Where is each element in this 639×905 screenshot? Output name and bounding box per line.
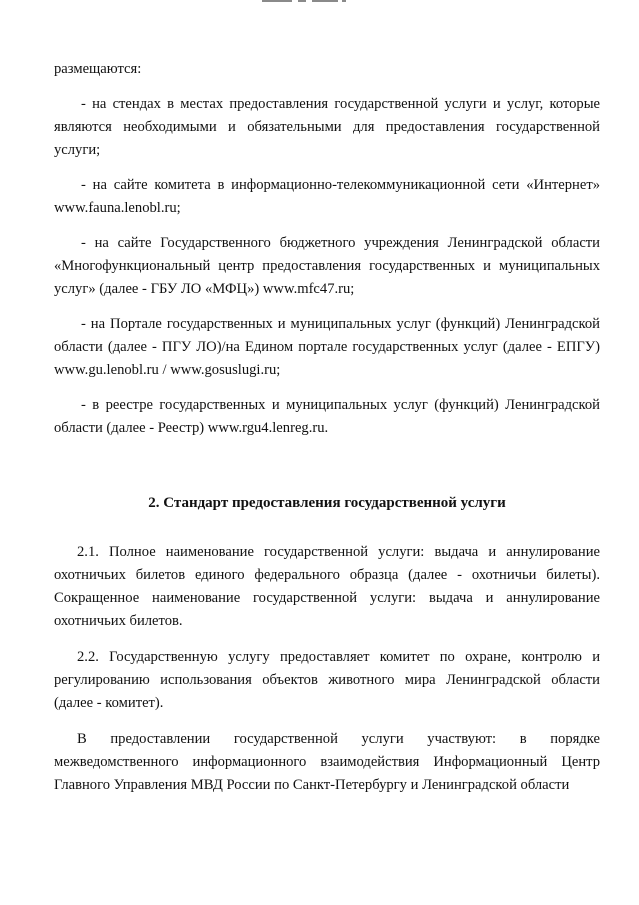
bullet-committee-site: - на сайте комитета в информационно-телекоммуникационной сети «Интернет» www.fauna.lenobl.ru; bbox=[54, 177, 600, 216]
paragraph-participants: В предоставлении государственной услуги участвуют: в порядке межведомственного информационного взаимодействия Информационный Центр Главного Управления МВД России по Санкт-Петербургу и Ленинградской области bbox=[54, 731, 600, 793]
paragraph-2-2: 2.2. Государственную услугу предоставляет комитет по охране, контролю и регулированию использования объектов животного мира Ленинградской области (далее - комитет). bbox=[54, 649, 600, 711]
document-page bbox=[54, 58, 600, 797]
page-top-mark bbox=[262, 0, 348, 3]
bullet-stands: - на стендах в местах предоставления государственной услуги и услуг, которые являются необходимыми и обязательными для предоставления государственной услуги; bbox=[54, 96, 600, 158]
bullet-registry: - в реестре государственных и муниципальных услуг (функций) Ленинградской области (далее - Реестр) www.rgu4.lenreg.ru. bbox=[54, 397, 600, 436]
paragraph-2-1: 2.1. Полное наименование государственной услуги: выдача и аннулирование охотничьих билетов единого федерального образца (далее - охотничьи билеты). Сокращенное наименование государственной услуги: выдача и аннулирование охотничьих билетов. bbox=[54, 544, 600, 629]
bullet-portal: - на Портале государственных и муниципальных услуг (функций) Ленинградской области (далее - ПГУ ЛО)/на Едином портале государственных услуг (далее - ЕПГУ) www.gu.lenobl.ru / www.gosuslugi.ru; bbox=[54, 316, 600, 378]
section-heading: 2. Стандарт предоставления государственной услуги bbox=[148, 495, 506, 511]
bullet-mfc-site: - на сайте Государственного бюджетного учреждения Ленинградской области «Многофункциональный центр предоставления государственных и муниципальных услуг» (далее - ГБУ ЛО «МФЦ») www.mfc47.ru; bbox=[54, 235, 600, 297]
intro-text: размещаются: bbox=[54, 61, 142, 77]
